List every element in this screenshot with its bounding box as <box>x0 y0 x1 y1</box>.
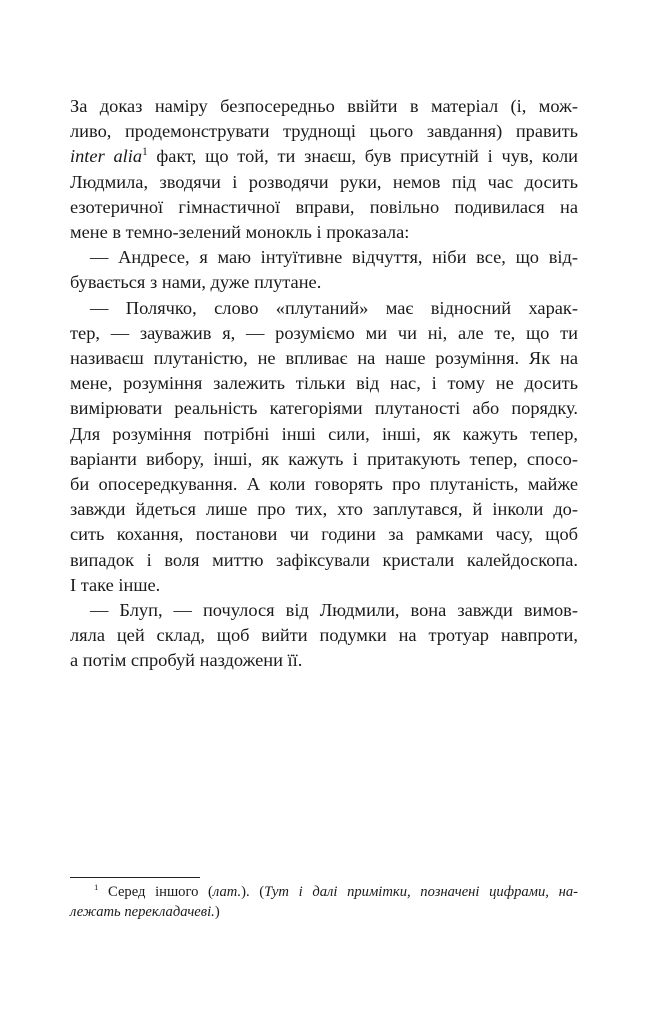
footnote-line <box>70 902 578 922</box>
text-span: Тут і далі примітки, позначені цифрами, на- <box>264 884 578 900</box>
text-line: — Полячко, слово «плутаний» має відносний харак- <box>90 297 578 318</box>
paragraph-3 <box>70 296 578 598</box>
text-line: Людмила, зводячи і розводячи руки, немов під час досить <box>70 171 578 192</box>
footnote <box>70 882 578 922</box>
text-line: ляла цей склад, щоб вийти подумки на тротуар навпроти, <box>70 625 578 646</box>
main-text <box>70 94 578 674</box>
latin-phrase: inter alia <box>70 146 143 167</box>
text-span: ) <box>214 904 220 920</box>
text-span: лежать перекладачеві. <box>70 904 215 920</box>
text-line: ливо, продемонструвати труднощі цього завдання) править <box>70 121 578 142</box>
text-line: тер, — зауважив я, — розуміємо ми чи ні, але те, що ти <box>70 322 578 343</box>
text-line: мене, розуміння залежить тільки від нас, і тому не досить <box>70 373 578 394</box>
text-span: лат. <box>212 884 242 900</box>
text-line: І таке інше. <box>70 574 161 595</box>
footnote-line <box>70 882 578 902</box>
text-line: називаєш плутаністю, не впливає на наше розуміння. Як на <box>70 348 578 369</box>
footnote-reference: 1 <box>142 146 148 159</box>
text-line: вимірювати реальність категоріями плутаності або порядку. <box>70 398 578 419</box>
text-line: езотеричної гімнастичної вправи, повільно подивилася на <box>70 196 578 217</box>
text-line <box>70 144 578 169</box>
text-line: варіанти вибору, інші, як кажуть і притакують тепер, спосо- <box>70 448 578 469</box>
text-span: ). ( <box>241 884 265 900</box>
text-line: мене в темно-зелений монокль і проказала: <box>70 222 410 243</box>
footnote-divider <box>70 877 200 878</box>
text-line: завжди йдеться лише про тих, хто заплутався, й інколи до- <box>70 499 578 520</box>
text-line: сить кохання, постанови чи години за рамками часу, щоб <box>70 524 578 545</box>
text-line: Для розуміння потрібні інші сили, інші, як кажуть тепер, <box>70 423 578 444</box>
text-line: а потім спробуй наздожени її. <box>70 650 303 671</box>
paragraph-2 <box>70 245 578 295</box>
text-line: — Андресе, я маю інтуїтивне відчуття, ніби все, що від- <box>90 247 578 268</box>
text-span: Серед іншого ( <box>98 884 213 900</box>
text-line: — Блуп, — почулося від Людмили, вона завжди вимов- <box>90 600 578 621</box>
text-line: випадок і воля миттю зафіксували кристали калейдоскопа. <box>70 549 578 570</box>
text-line: За доказ наміру безпосередньо ввійти в матеріал (і, мож- <box>70 96 578 116</box>
text-line: бувається з нами, дуже плутане. <box>70 272 322 293</box>
paragraph-1 <box>70 94 578 245</box>
text-span: факт, що той, ти знаєш, був присутній і чув, коли <box>147 146 578 167</box>
paragraph-4 <box>70 598 578 674</box>
footnote-marker: 1 <box>94 882 99 893</box>
text-line: би опосередкування. А коли говорять про плутаність, майже <box>70 474 578 495</box>
